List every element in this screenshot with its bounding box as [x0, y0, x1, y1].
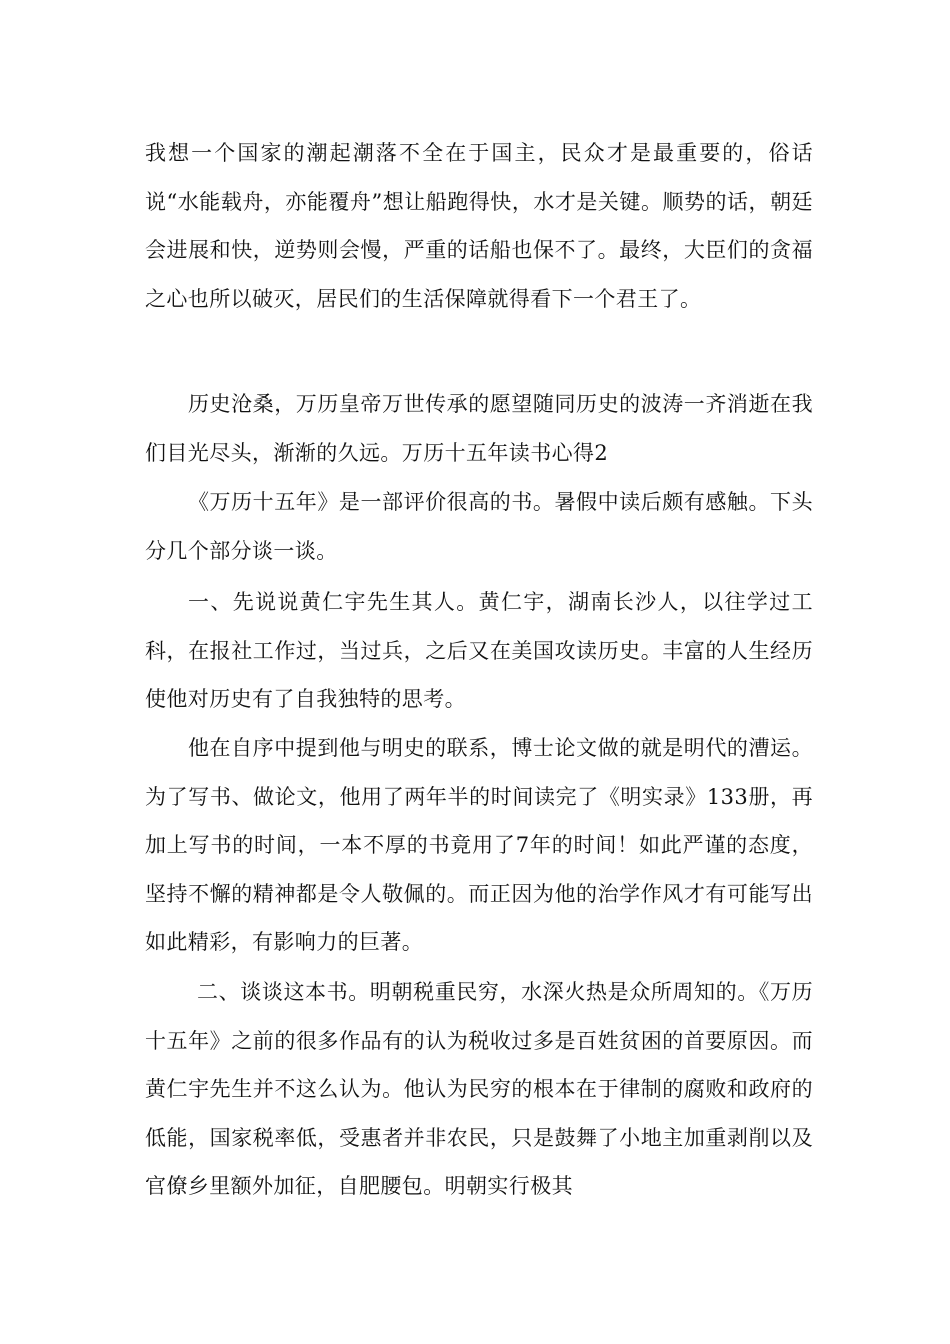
paragraph-2: 历史沧桑，万历皇帝万世传承的愿望随同历史的波涛一齐消逝在我们目光尽头，渐渐的久远。万历十五年读书心得2	[145, 392, 813, 465]
paragraph-6: 二、谈谈这本书。明朝税重民穷，水深火热是众所周知的。《万历十五年》之前的很多作品有的认为税收过多是百姓贫困的首要原因。而黄仁宇先生并不这么认为。他认为民穷的根本在于律制的腐败和政府的低能，国家税率低，受惠者并非农民，只是鼓舞了小地主加重剥削以及官僚乡里额外加征，自肥腰包。明朝实行极其	[145, 980, 813, 1198]
paragraph-5: 他在自序中提到他与明史的联系，博士论文做的就是明代的漕运。为了写书、做论文，他用了两年半的时间读完了《明实录》133册，再加上写书的时间，一本不厚的书竟用了7年的时间！如此严谨的态度，坚持不懈的精神都是令人敬佩的。而正因为他的治学作风才有可能写出如此精彩，有影响力的巨著。	[145, 736, 813, 954]
paragraph-1: 我想一个国家的潮起潮落不全在于国主，民众才是最重要的，俗话说“水能载舟，亦能覆舟”想让船跑得快，水才是关键。顺势的话，朝廷会进展和快，逆势则会慢，严重的话船也保不了。最终，大臣们的贪福之心也所以破灭，居民们的生活保障就得看下一个君王了。	[145, 141, 813, 311]
paragraph-4: 一、先说说黄仁宇先生其人。黄仁宇，湖南长沙人，以往学过工科，在报社工作过，当过兵，之后又在美国攻读历史。丰富的人生经历使他对历史有了自我独特的思考。	[145, 590, 813, 711]
paragraph-3: 《万历十五年》是一部评价很高的书。暑假中读后颇有感触。下头分几个部分谈一谈。	[145, 490, 813, 563]
